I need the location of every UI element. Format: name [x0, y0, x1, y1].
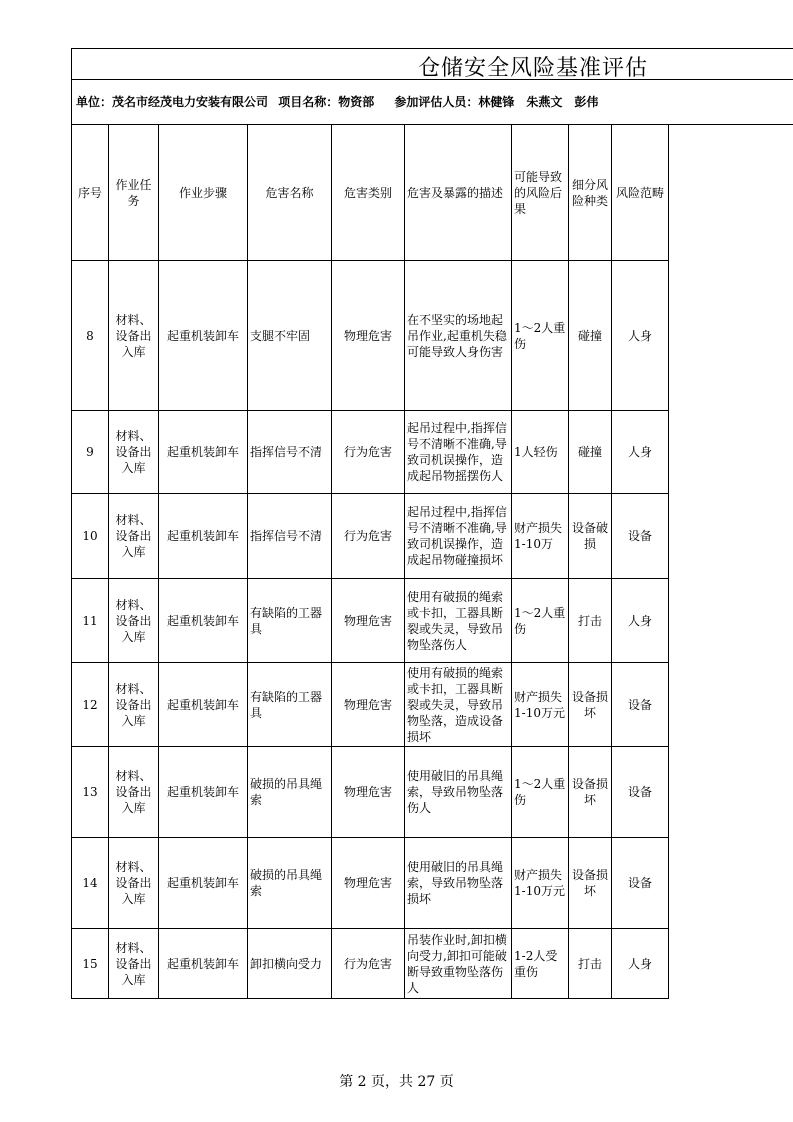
cell-hazard: 指挥信号不清 [248, 494, 332, 579]
cell-step: 起重机装卸车 [159, 747, 248, 838]
cell-hazard: 有缺陷的工器具 [248, 663, 332, 747]
table-row [72, 838, 669, 929]
cell-category: 物理危害 [332, 838, 405, 929]
cell-desc: 使用破旧的吊具绳索，导致吊物坠落损坏 [405, 838, 512, 929]
cell-category: 物理危害 [332, 261, 405, 411]
header-cell: 危害类别 [332, 125, 405, 261]
cell-no: 13 [72, 747, 109, 838]
page-footer: 第 2 页，共 27 页 [339, 1074, 454, 1090]
cell-no: 11 [72, 579, 109, 663]
cell-step: 起重机装卸车 [159, 929, 248, 999]
cell-consequence: 财产损失1-10万 [512, 494, 569, 579]
cell-step: 起重机装卸车 [159, 579, 248, 663]
header-cell: 可能导致的风险后果 [512, 125, 569, 261]
cell-no: 10 [72, 494, 109, 579]
cell-consequence: 财产损失1-10万元 [512, 838, 569, 929]
cell-hazard: 支腿不牢固 [248, 261, 332, 411]
table-row [72, 663, 669, 747]
cell-scope: 设备 [612, 663, 669, 747]
cell-task: 材料、设备出入库 [109, 929, 159, 999]
cell-risk-type: 设备损坏 [569, 663, 612, 747]
cell-hazard: 卸扣横向受力 [248, 929, 332, 999]
cell-task: 材料、设备出入库 [109, 261, 159, 411]
cell-task: 材料、设备出入库 [109, 747, 159, 838]
cell-no: 12 [72, 663, 109, 747]
cell-risk-type: 打击 [569, 929, 612, 999]
cell-risk-type: 设备破损 [569, 494, 612, 579]
cell-step: 起重机装卸车 [159, 494, 248, 579]
cell-no: 9 [72, 411, 109, 494]
cell-desc: 吊装作业时,卸扣横向受力,卸扣可能破断导致重物坠落伤人 [405, 929, 512, 999]
cell-scope: 人身 [612, 929, 669, 999]
assessors-label: 参加评估人员：林健锋 朱燕文 彭伟 [394, 95, 599, 109]
cell-task: 材料、设备出入库 [109, 494, 159, 579]
cell-consequence: 1～2人重伤 [512, 747, 569, 838]
table-row [72, 929, 669, 999]
cell-consequence: 1～2人重伤 [512, 579, 569, 663]
cell-desc: 在不坚实的场地起吊作业,起重机失稳可能导致人身伤害 [405, 261, 512, 411]
cell-step: 起重机装卸车 [159, 261, 248, 411]
table-row [72, 261, 669, 411]
cell-desc: 使用有破损的绳索或卡扣，工器具断裂或失灵，导致吊物坠落伤人 [405, 579, 512, 663]
cell-category: 行为危害 [332, 411, 405, 494]
header-row [72, 125, 669, 261]
cell-desc: 使用破旧的吊具绳索，导致吊物坠落伤人 [405, 747, 512, 838]
cell-risk-type: 碰撞 [569, 261, 612, 411]
cell-scope: 人身 [612, 411, 669, 494]
cell-consequence: 财产损失1-10万元 [512, 663, 569, 747]
table-row [72, 411, 669, 494]
cell-desc: 起吊过程中,指挥信号不清晰不准确,导致司机误操作，造成起吊物碰撞损坏 [405, 494, 512, 579]
cell-step: 起重机装卸车 [159, 838, 248, 929]
cell-scope: 设备 [612, 494, 669, 579]
cell-step: 起重机装卸车 [159, 411, 248, 494]
info-row [71, 80, 793, 125]
table-row [72, 579, 669, 663]
cell-consequence: 1人轻伤 [512, 411, 569, 494]
cell-risk-type: 设备损坏 [569, 838, 612, 929]
cell-hazard: 破损的吊具绳索 [248, 838, 332, 929]
cell-desc: 起吊过程中,指挥信号不清晰不准确,导致司机误操作，造成起吊物摇摆伤人 [405, 411, 512, 494]
cell-consequence: 1-2人受重伤 [512, 929, 569, 999]
cell-category: 行为危害 [332, 494, 405, 579]
cell-task: 材料、设备出入库 [109, 838, 159, 929]
cell-scope: 设备 [612, 838, 669, 929]
cell-hazard: 指挥信号不清 [248, 411, 332, 494]
unit-label: 单位：茂名市经茂电力安装有限公司 [76, 95, 269, 109]
header-cell: 风险范畴 [612, 125, 669, 261]
cell-task: 材料、设备出入库 [109, 579, 159, 663]
cell-category: 行为危害 [332, 929, 405, 999]
table-row [72, 494, 669, 579]
header-cell: 序号 [72, 125, 109, 261]
header-cell: 危害及暴露的描述 [405, 125, 512, 261]
cell-risk-type: 打击 [569, 579, 612, 663]
cell-step: 起重机装卸车 [159, 663, 248, 747]
title-row [71, 48, 793, 80]
cell-scope: 人身 [612, 261, 669, 411]
cell-category: 物理危害 [332, 663, 405, 747]
risk-table [71, 124, 669, 999]
header-cell: 作业步骤 [159, 125, 248, 261]
header-cell: 作业任务 [109, 125, 159, 261]
cell-scope: 人身 [612, 579, 669, 663]
table-row [72, 747, 669, 838]
project-label: 项目名称：物资部 [278, 95, 375, 109]
cell-task: 材料、设备出入库 [109, 663, 159, 747]
cell-risk-type: 碰撞 [569, 411, 612, 494]
cell-category: 物理危害 [332, 579, 405, 663]
header-cell: 危害名称 [248, 125, 332, 261]
cell-no: 8 [72, 261, 109, 411]
cell-no: 14 [72, 838, 109, 929]
cell-hazard: 有缺陷的工器具 [248, 579, 332, 663]
cell-no: 15 [72, 929, 109, 999]
cell-task: 材料、设备出入库 [109, 411, 159, 494]
cell-consequence: 1～2人重伤 [512, 261, 569, 411]
cell-category: 物理危害 [332, 747, 405, 838]
cell-hazard: 破损的吊具绳索 [248, 747, 332, 838]
cell-desc: 使用有破损的绳索或卡扣，工器具断裂或失灵，导致吊物坠落，造成设备损坏 [405, 663, 512, 747]
cell-scope: 设备 [612, 747, 669, 838]
page-title: 仓储安全风险基准评估 [418, 56, 649, 81]
header-cell: 细分风险种类 [569, 125, 612, 261]
cell-risk-type: 设备损坏 [569, 747, 612, 838]
